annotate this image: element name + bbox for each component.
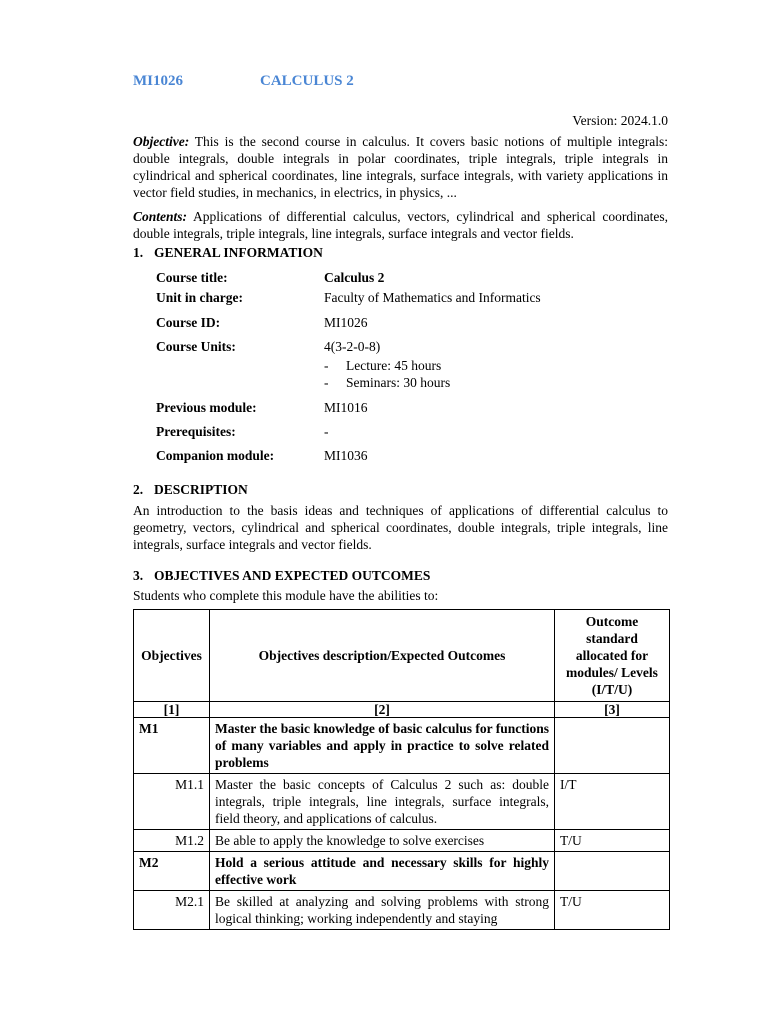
table-header-row — [134, 610, 670, 702]
section-number: 1. — [133, 245, 144, 260]
objective-lead: Objective: — [133, 134, 190, 149]
unit-in-charge-value: Faculty of Mathematics and Informatics — [324, 290, 541, 305]
header-description: Objectives description/Expected Outcomes — [210, 610, 555, 702]
previous-module-value: MI1016 — [324, 400, 368, 415]
lecture-hours: Lecture: 45 hours — [346, 358, 442, 373]
description-heading — [133, 482, 248, 498]
index-1: [1] — [134, 702, 210, 718]
course-code: MI1026 — [133, 73, 183, 89]
index-3: [3] — [555, 702, 670, 718]
prerequisites-label: Prerequisites: — [156, 424, 236, 439]
course-units-lecture — [324, 358, 441, 374]
section-number: 3. — [133, 568, 144, 583]
objectives-heading — [133, 568, 430, 584]
section-title: DESCRIPTION — [154, 482, 248, 497]
table-row — [134, 891, 670, 930]
header-objectives: Objectives — [134, 610, 210, 702]
prerequisites-value: - — [324, 424, 329, 439]
table-row — [134, 852, 670, 891]
objective-description: Master the basic knowledge of basic calculus for functions of many variables and apply in practice to solve related problems — [210, 718, 555, 774]
contents-lead: Contents: — [133, 209, 188, 224]
index-2: [2] — [210, 702, 555, 718]
companion-module-label: Companion module: — [156, 448, 275, 463]
table-row — [134, 830, 670, 852]
objective-level — [555, 852, 670, 891]
course-title-label: Course title: — [156, 270, 228, 285]
objective-description: Be able to apply the knowledge to solve exercises — [210, 830, 555, 852]
companion-module-value: MI1036 — [324, 448, 368, 463]
unit-in-charge-label: Unit in charge: — [156, 290, 243, 305]
course-units-seminars — [324, 375, 450, 391]
general-information-heading — [133, 245, 323, 261]
objective-description: Hold a serious attitude and necessary skills for highly effective work — [210, 852, 555, 891]
dash-marker: - — [324, 375, 329, 390]
objective-id: M1 — [134, 718, 210, 774]
objective-paragraph — [133, 133, 668, 201]
description-paragraph: An introduction to the basis ideas and techniques of applications of differential calculus to geometry, vectors, cylindrical and spherical coordinates, double integrals, triple integrals, line integrals, surface integrals and vector fields. — [133, 503, 668, 552]
section-title: GENERAL INFORMATION — [154, 245, 323, 260]
previous-module-label: Previous module: — [156, 400, 257, 415]
section-number: 2. — [133, 482, 144, 497]
objective-id: M1.2 — [134, 830, 210, 852]
objective-id: M1.1 — [134, 774, 210, 830]
seminar-hours: Seminars: 30 hours — [346, 375, 451, 390]
course-id-label: Course ID: — [156, 315, 221, 330]
dash-marker: - — [324, 358, 329, 373]
header-outcome-standard: Outcome standard allocated for modules/ Levels (I/T/U) — [555, 610, 670, 702]
course-units-value: 4(3-2-0-8) — [324, 339, 381, 354]
objective-level: T/U — [555, 891, 670, 930]
course-id-value: MI1026 — [324, 315, 368, 330]
table-row — [134, 774, 670, 830]
objective-id: M2.1 — [134, 891, 210, 930]
contents-paragraph — [133, 208, 668, 242]
course-units-label: Course Units: — [156, 339, 236, 354]
course-title-value: Calculus 2 — [324, 270, 385, 285]
table-index-row — [134, 702, 670, 718]
course-name: CALCULUS 2 — [260, 73, 354, 89]
section-title: OBJECTIVES AND EXPECTED OUTCOMES — [154, 568, 431, 583]
objective-description: Be skilled at analyzing and solving problems with strong logical thinking; working independently and staying — [210, 891, 555, 930]
objective-level — [555, 718, 670, 774]
objective-level: T/U — [555, 830, 670, 852]
objective-id: M2 — [134, 852, 210, 891]
objective-level: I/T — [555, 774, 670, 830]
table-row — [134, 718, 670, 774]
objectives-intro: Students who complete this module have the abilities to: — [133, 588, 439, 603]
objective-description: Master the basic concepts of Calculus 2 such as: double integrals, triple integrals, line integrals, surface integrals, field theory, and applications of calculus. — [210, 774, 555, 830]
objectives-table — [133, 609, 670, 930]
contents-text: Applications of differential calculus, vectors, cylindrical and spherical coordinates, double integrals, triple integrals, line integrals, surface integrals and vector fields. — [133, 209, 668, 241]
version-label: Version: 2024.1.0 — [572, 113, 668, 128]
objective-text: This is the second course in calculus. It covers basic notions of multiple integrals: double integrals, double integrals in polar coordinates, triple integrals, triple integrals in cylindrical and spherical coordinates, line integrals, surface integrals, with variety applications in vector field studies, in mechanics, in electrics, in physics, ... — [133, 134, 668, 200]
